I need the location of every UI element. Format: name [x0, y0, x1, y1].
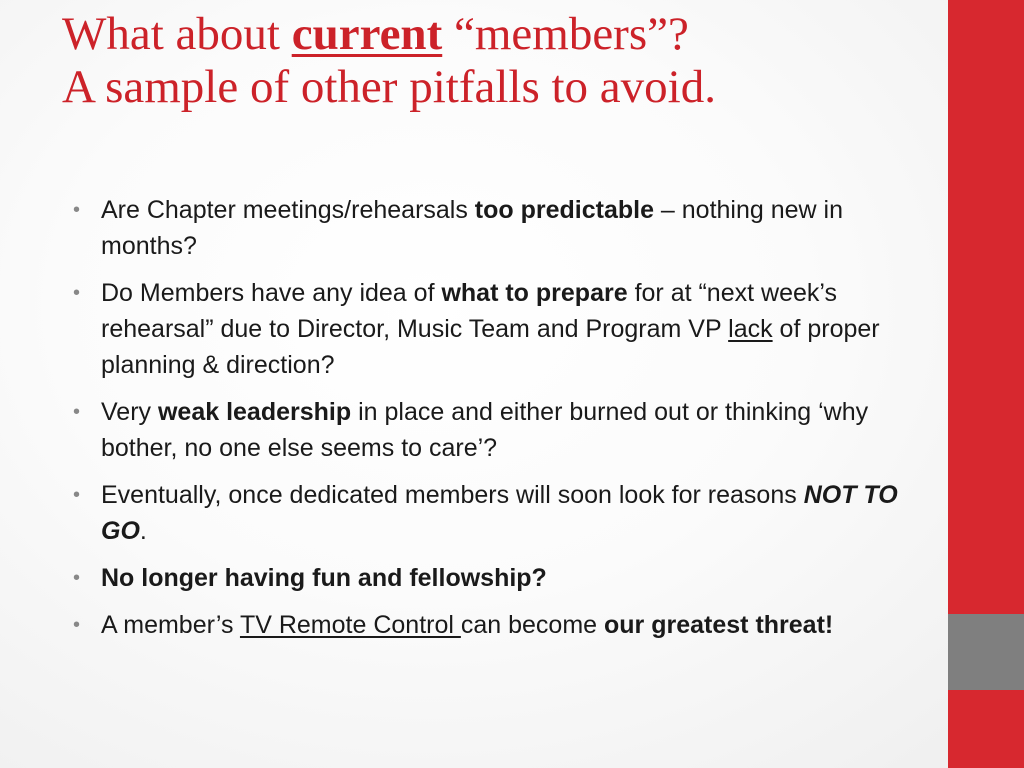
- bullet-underlined-text: TV Remote Control: [239, 611, 461, 639]
- bullet-bold-text: our greatest threat!: [604, 611, 834, 639]
- bullet-text: Eventually, once dedicated members will soon look for reasons: [101, 481, 804, 509]
- accent-bar-gray-block: [948, 614, 1024, 690]
- bullet-reasons-not-to-go: [72, 477, 912, 549]
- bullet-predictable-meetings: [72, 192, 912, 264]
- bullet-text: of proper planning & direction?: [101, 315, 880, 379]
- title-line-1: [62, 8, 922, 61]
- title-text-post: “members”?: [442, 8, 689, 60]
- bullet-text: can become: [460, 611, 605, 639]
- bullet-bold-italic-text: NOT TO GO: [101, 481, 898, 545]
- bullet-bold-text: No longer having fun and fellowship?: [101, 564, 547, 592]
- title-emphasis-current: current: [291, 8, 443, 60]
- bullet-dot-icon: •: [73, 614, 81, 636]
- bullet-text: A member’s: [101, 611, 240, 639]
- bullet-no-fun-fellowship: [72, 560, 912, 596]
- bullet-text: Do Members have any idea of: [101, 279, 442, 307]
- bullet-underlined-text: lack: [728, 315, 773, 343]
- bullet-text: Are Chapter meetings/rehearsals: [101, 196, 475, 224]
- bullet-bold-text: too predictable: [474, 196, 654, 224]
- bullet-text: – nothing new in months?: [101, 196, 844, 260]
- bullet-text: Very: [101, 398, 158, 426]
- slide-title: [62, 8, 922, 114]
- bullet-text: for at “next week’s rehearsal” due to Director, Music Team and Program VP: [101, 279, 837, 343]
- bullet-bold-text: weak leadership: [157, 398, 352, 426]
- bullet-text: .: [139, 517, 147, 545]
- bullet-dot-icon: •: [73, 282, 81, 304]
- bullet-dot-icon: •: [73, 199, 81, 221]
- bullet-list: [72, 192, 912, 654]
- bullet-weak-leadership: [72, 394, 912, 466]
- bullet-dot-icon: •: [73, 401, 81, 423]
- bullet-what-to-prepare: [72, 275, 912, 383]
- bullet-text: in place and either burned out or thinking ‘why bother, no one else seems to care’?: [101, 398, 869, 462]
- title-text-pre: What about: [62, 8, 292, 60]
- bullet-bold-text: what to prepare: [441, 279, 628, 307]
- bullet-tv-remote-threat: [72, 607, 912, 643]
- bullet-dot-icon: •: [73, 484, 81, 506]
- title-line-2: A sample of other pitfalls to avoid.: [62, 61, 716, 113]
- bullet-dot-icon: •: [73, 567, 81, 589]
